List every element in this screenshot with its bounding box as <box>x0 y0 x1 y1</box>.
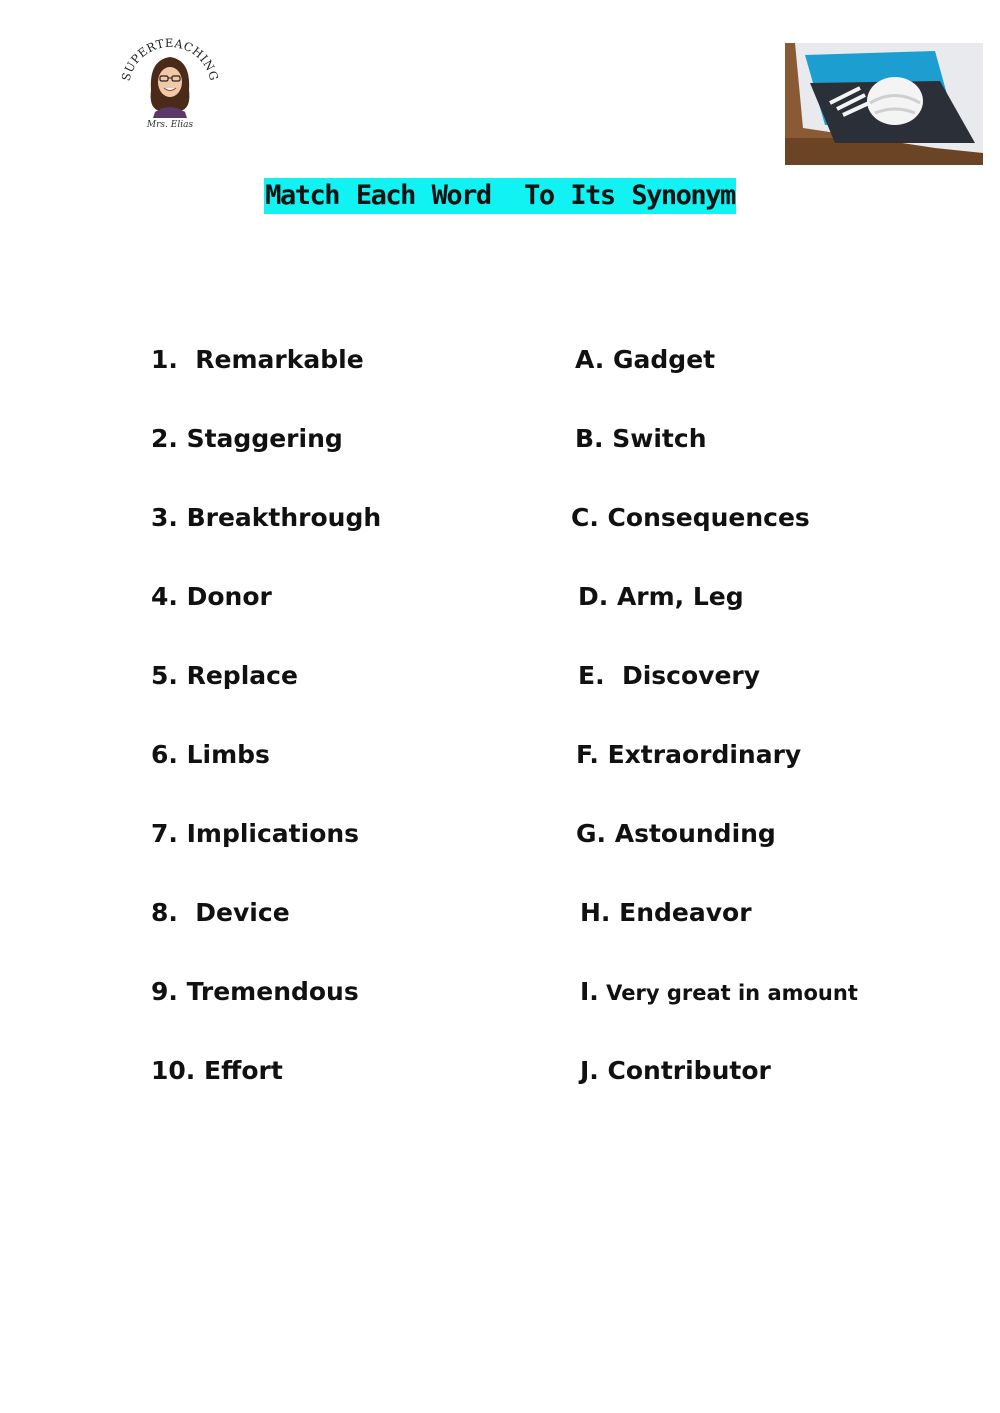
word-item-3: 3. Breakthrough <box>151 503 382 532</box>
synonym-item-j: J. Contributor <box>580 1056 771 1085</box>
synonym-item-i-letter: I. <box>580 977 599 1006</box>
word-item-2: 2. Staggering <box>151 424 343 453</box>
synonym-item-g: G. Astounding <box>576 819 776 848</box>
synonym-item-e: E. Discovery <box>578 661 761 690</box>
worksheet-title: Match Each Word To Its Synonym <box>264 178 735 214</box>
synonym-item-a: A. Gadget <box>575 345 716 374</box>
word-item-9: 9. Tremendous <box>151 977 359 1006</box>
synonym-item-b: B. Switch <box>575 424 707 453</box>
synonym-item-f: F. Extraordinary <box>576 740 802 769</box>
synonym-item-c: C. Consequences <box>571 503 810 532</box>
word-item-7: 7. Implications <box>151 819 360 848</box>
svg-text:SUPERTEACHING: SUPERTEACHING <box>118 35 222 83</box>
synonym-item-h: H. Endeavor <box>580 898 752 927</box>
svg-text:Mrs. Elias: Mrs. Elias <box>146 120 194 130</box>
word-item-1: 1. Remarkable <box>151 345 364 374</box>
word-item-8: 8. Device <box>151 898 290 927</box>
synonym-item-d: D. Arm, Leg <box>578 582 744 611</box>
superteaching-logo <box>115 30 225 130</box>
3d-printer-image <box>785 43 983 165</box>
word-item-4: 4. Donor <box>151 582 272 611</box>
word-item-5: 5. Replace <box>151 661 298 690</box>
word-item-6: 6. Limbs <box>151 740 270 769</box>
word-item-10: 10. Effort <box>151 1056 283 1085</box>
synonym-item-i <box>580 977 858 1008</box>
synonym-item-i-text: Very great in amount <box>598 981 858 1005</box>
